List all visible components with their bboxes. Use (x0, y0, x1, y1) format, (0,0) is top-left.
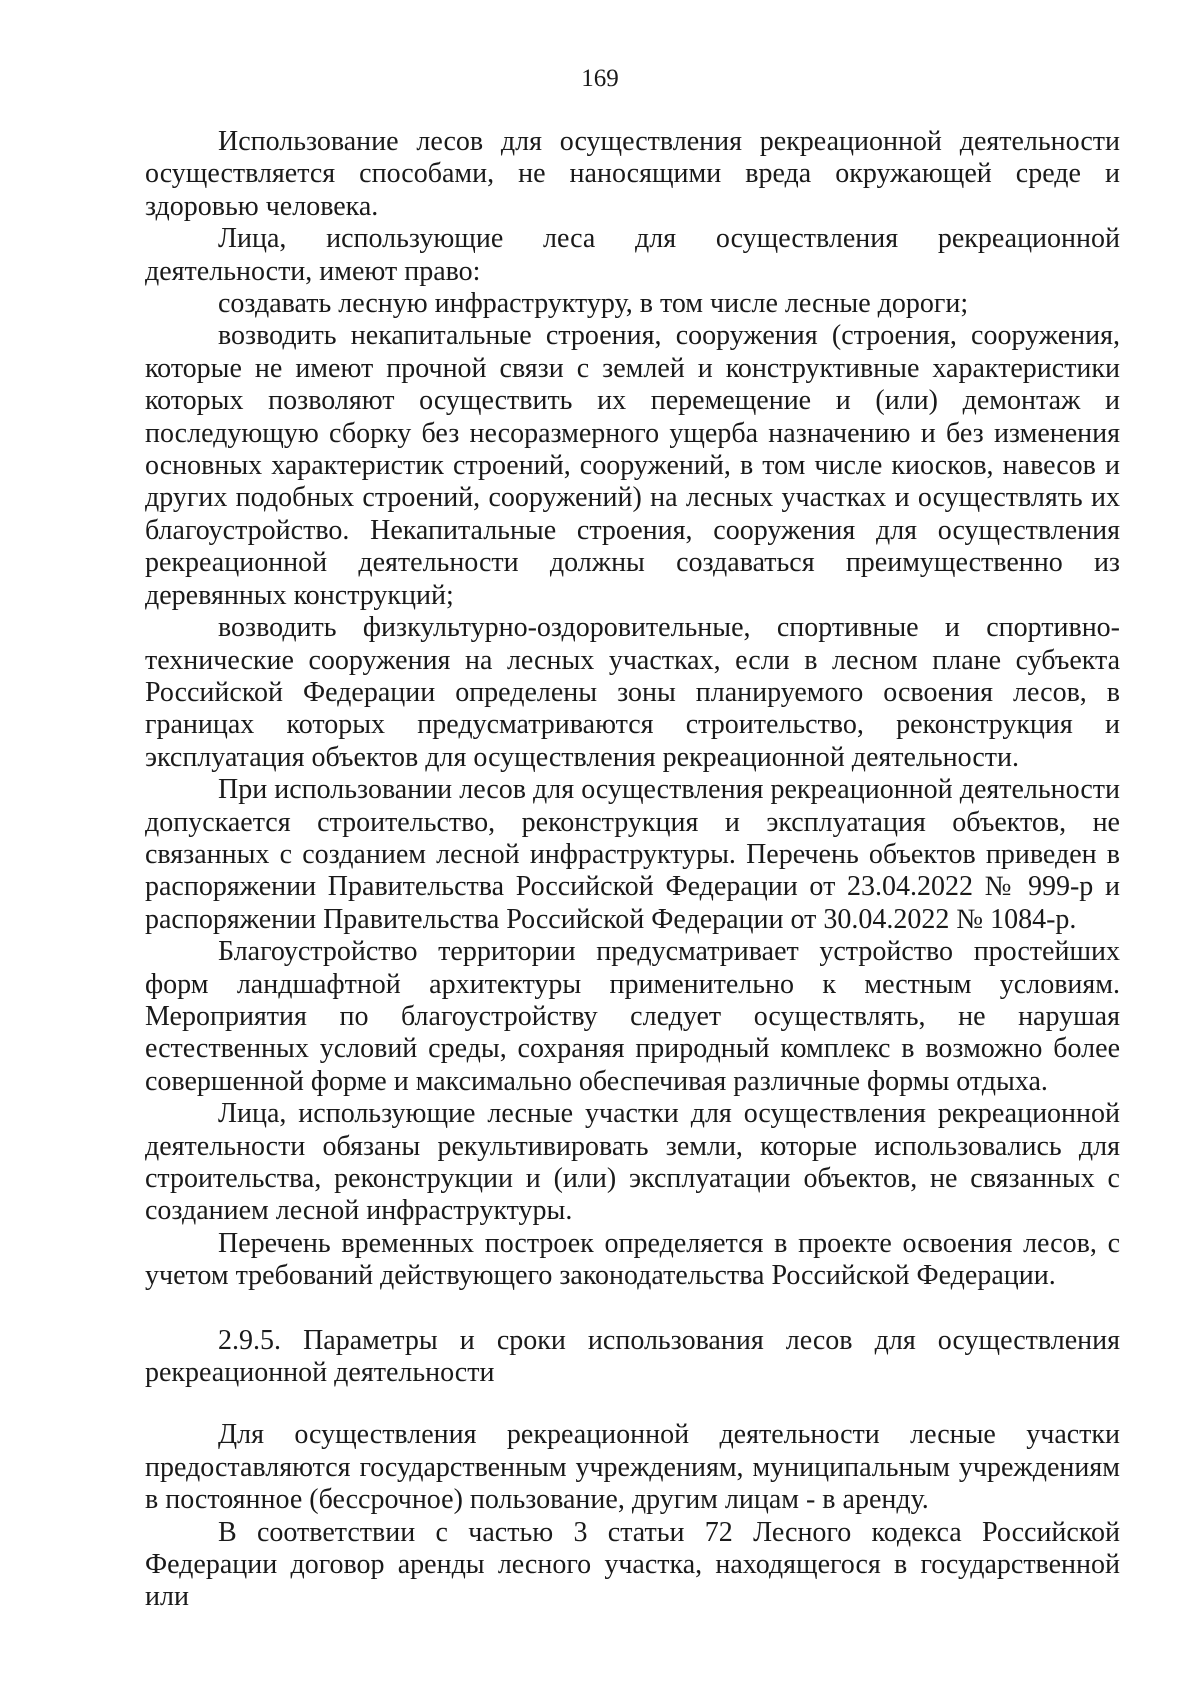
paragraph: Благоустройство территории предусматривает устройство простейших форм ландшафтной архитектуры применительно к местным условиям. Мероприятия по благоустройству следует осуществлять, не нарушая естественных условий среды, сохраняя природный комплекс в возможно более совершенной форме и максимально обеспечивая различные формы отдыха. (145, 936, 1120, 1097)
paragraph: создавать лесную инфраструктуру, в том числе лесные дороги; (218, 288, 969, 320)
paragraph: При использовании лесов для осуществления рекреационной деятельности допускается строительство, реконструкция и эксплуатация объектов, не связанных с созданием лесной инфраструктуры. Перечень объектов приведен в распоряжении Правительства Российской Федерации от 23.04.2022 № 999-р и распоряжении Правительства Российской Федерации от 30.04.2022 № 1084-р. (145, 774, 1120, 935)
paragraph: Перечень временных построек определяется в проекте освоения лесов, с учетом требований действующего законодательства Российской Федерации. (145, 1227, 1120, 1292)
section-heading: 2.9.5. Параметры и сроки использования лесов для осуществления рекреационной деятельности (145, 1324, 1120, 1389)
spacer (145, 1293, 1120, 1325)
paragraph: Лица, использующие леса для осуществления рекреационной деятельности, имеют право: (145, 223, 1120, 287)
page-number: 169 (581, 65, 619, 92)
paragraph: В соответствии с частью 3 статьи 72 Лесного кодекса Российской Федерации договор аренды лесного участка, находящегося в государственной или (145, 1516, 1120, 1613)
paragraph: Лица, использующие лесные участки для осуществления рекреационной деятельности обязаны рекультивировать земли, которые использовались для строительства, реконструкции и (или) эксплуатации объектов, не связанных с созданием лесной инфраструктуры. (145, 1098, 1120, 1227)
paragraph: возводить физкультурно-оздоровительные, спортивные и спортивно-технические сооружения на лесных участках, если в лесном плане субъекта Российской Федерации определены зоны планируемого освоения лесов, в границах которых предусматриваются строительство, реконструкция и эксплуатация объектов для осуществления рекреационной деятельности. (145, 612, 1120, 773)
spacer (145, 1389, 1120, 1419)
paragraph: возводить некапитальные строения, сооружения (строения, сооружения, которые не имеют прочной связи с землей и конструктивные характеристики которых позволяют осуществить их перемещение и (или) демонтаж и последующую сборку без несоразмерного ущерба назначению и без изменения основных характеристик строений, сооружений, в том числе киосков, навесов и других подобных строений, сооружений) на лесных участках и осуществлять их благоустройство. Некапитальные строения, сооружения для осуществления рекреационной деятельности должны создаваться преимущественно из деревянных конструкций; (145, 320, 1120, 611)
paragraph: Для осуществления рекреационной деятельности лесные участки предоставляются государственным учреждениям, муниципальным учреждениям в постоянное (бессрочное) пользование, другим лицам - в аренду. (145, 1419, 1120, 1516)
document-body (145, 126, 1120, 1614)
paragraph: Использование лесов для осуществления рекреационной деятельности осуществляется способами, не наносящими вреда окружающей среде и здоровью человека. (145, 126, 1120, 222)
